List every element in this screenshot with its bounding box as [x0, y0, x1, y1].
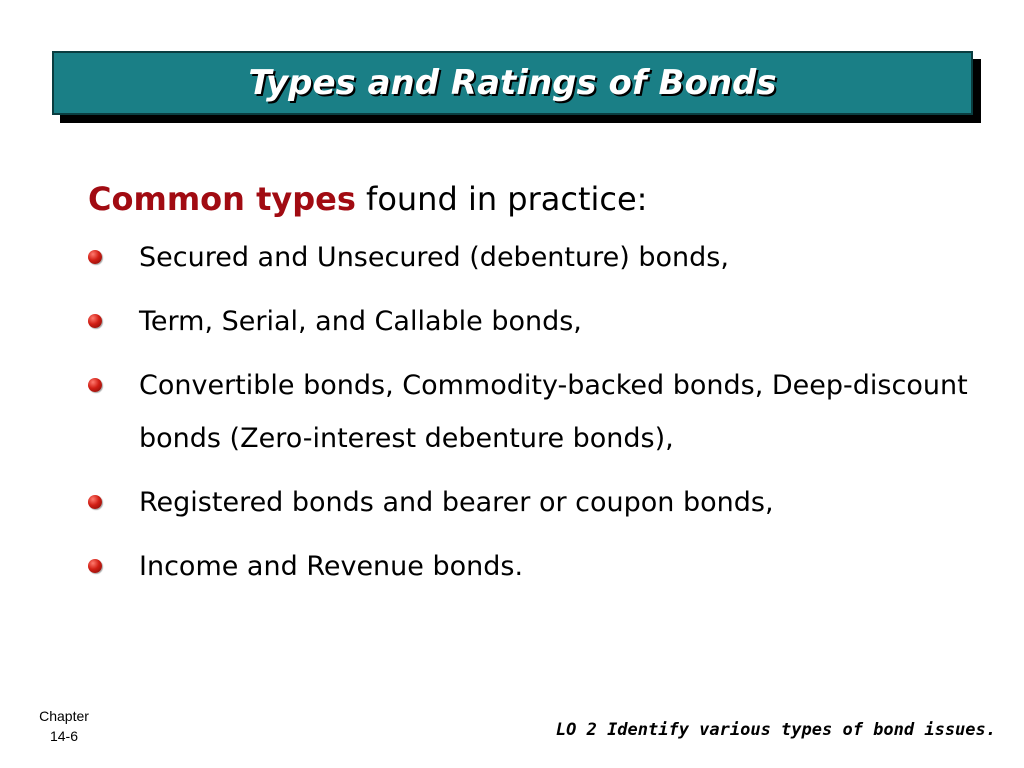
bullet-text: Term, Serial, and Callable bonds, [139, 306, 582, 337]
red-ball-bullet-icon [88, 559, 102, 573]
list-item [88, 540, 988, 593]
chapter-label-block [30, 706, 98, 746]
intro-emphasis: Common types [88, 180, 356, 218]
slide-title: Types and Ratings of Bonds [248, 63, 777, 103]
intro-rest: found in practice: [355, 180, 648, 218]
list-item [88, 476, 988, 529]
list-item [88, 295, 988, 348]
chapter-label: Chapter [39, 708, 89, 724]
bullet-text: Convertible bonds, Commodity-backed bonds, Deep-discount bonds (Zero-interest debenture bonds), [139, 370, 968, 454]
intro-line [88, 175, 988, 227]
title-bar [52, 51, 973, 115]
bullet-list [88, 231, 988, 593]
chapter-number: 14-6 [49, 728, 79, 744]
red-ball-bullet-icon [88, 250, 102, 264]
bullet-text: Income and Revenue bonds. [139, 551, 524, 582]
bullet-text: Secured and Unsecured (debenture) bonds, [139, 242, 729, 273]
learning-objective: LO 2 Identify various types of bond issues. [555, 720, 996, 740]
red-ball-bullet-icon [88, 378, 102, 392]
red-ball-bullet-icon [88, 495, 102, 509]
list-item [88, 231, 988, 284]
red-ball-bullet-icon [88, 314, 102, 328]
list-item [88, 359, 988, 465]
slide-content [88, 175, 988, 593]
bullet-text: Registered bonds and bearer or coupon bonds, [139, 487, 774, 518]
